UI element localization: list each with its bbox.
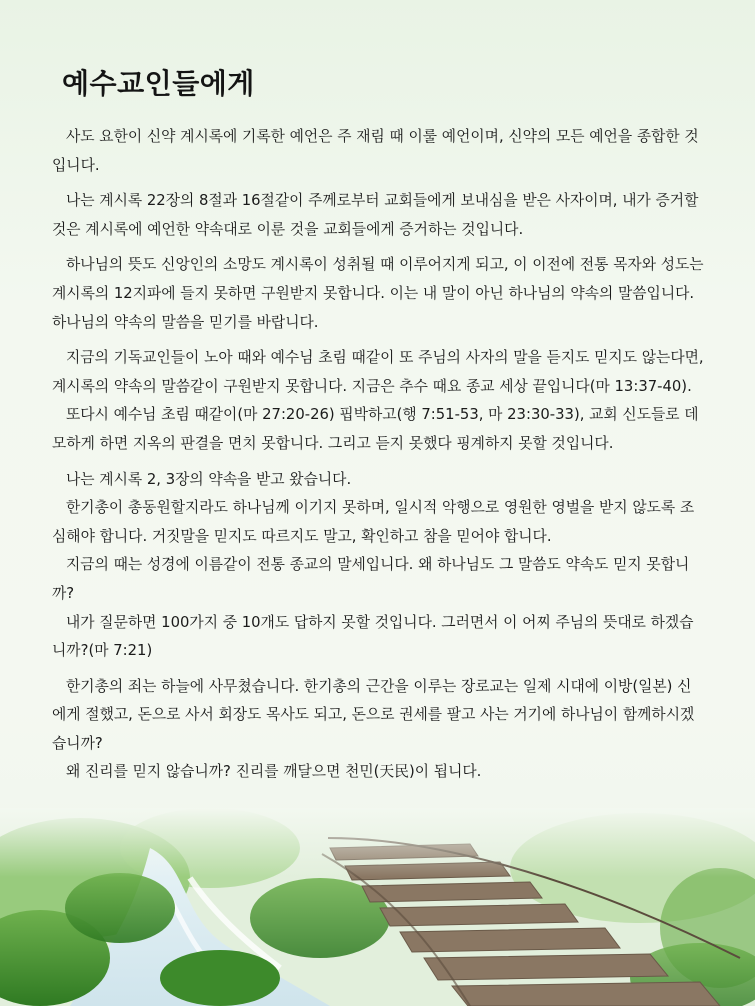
page-title: 예수교인들에게 (62, 67, 255, 100)
document-body (52, 123, 704, 787)
paragraph-4: 지금의 기독교인들이 노아 때와 예수님 초림 때같이 또 주님의 사자의 말을 듣지도 믿지도 않는다면, 계시록의 약속의 말씀같이 구원받지 못합니다. 지금은 추수 때요 종교 세상 끝입니다(마 13:37-40). (52, 349, 704, 395)
paragraph-8: 지금의 때는 성경에 이름같이 전통 종교의 말세입니다. 왜 하나님도 그 말씀도 약속도 믿지 못합니까? (52, 556, 690, 602)
waterfall-bridge-illustration (0, 808, 755, 1006)
paragraph-2: 나는 계시록 22장의 8절과 16절같이 주께로부터 교회들에게 보내심을 받은 사자이며, 내가 증거할 것은 계시록에 예언한 약속대로 이룬 것을 교회들에게 증거하는 것입니다. (52, 192, 699, 238)
paragraph-10: 한기총의 죄는 하늘에 사무쳤습니다. 한기총의 근간을 이루는 장로교는 일제 시대에 이방(일본) 신에게 절했고, 돈으로 사서 회장도 목사도 되고, 돈으로 권세를 팔고 사는 거기에 하나님이 함께하시겠습니까? (52, 677, 695, 752)
paragraph-7: 한기총이 총동원할지라도 하나님께 이기지 못하며, 일시적 악행으로 영원한 영벌을 받지 않도록 조심해야 합니다. 거짓말을 믿지도 따르지도 말고, 확인하고 참을 믿어야 합니다. (52, 499, 695, 545)
paragraph-3: 하나님의 뜻도 신앙인의 소망도 계시록이 성취될 때 이루어지게 되고, 이 이전에 전통 목자와 성도는 계시록의 12지파에 들지 못하면 구원받지 못합니다. 이는 내 말이 아닌 하나님의 약속의 말씀입니다. 하나님의 약속의 말씀을 믿기를 바랍니다. (52, 256, 704, 331)
paragraph-1: 사도 요한이 신약 계시록에 기록한 예언은 주 재림 때 이룰 예언이며, 신약의 모든 예언을 종합한 것입니다. (52, 128, 699, 174)
paragraph-6: 나는 계시록 2, 3장의 약속을 받고 왔습니다. (66, 470, 352, 488)
paragraph-11: 왜 진리를 믿지 않습니까? 진리를 깨달으면 천민(天民)이 됩니다. (66, 763, 482, 781)
paragraph-5: 또다시 예수님 초림 때같이(마 27:20-26) 핍박하고(행 7:51-53, 마 23:30-33), 교회 신도들로 데모하게 하면 지옥의 판결을 면치 못합니다. 그리고 듣지 못했다 핑계하지 못할 것입니다. (52, 406, 699, 452)
paragraph-9: 내가 질문하면 100가지 중 10개도 답하지 못할 것입니다. 그러면서 이 어찌 주님의 뜻대로 하겠습니까?(마 7:21) (52, 613, 694, 660)
